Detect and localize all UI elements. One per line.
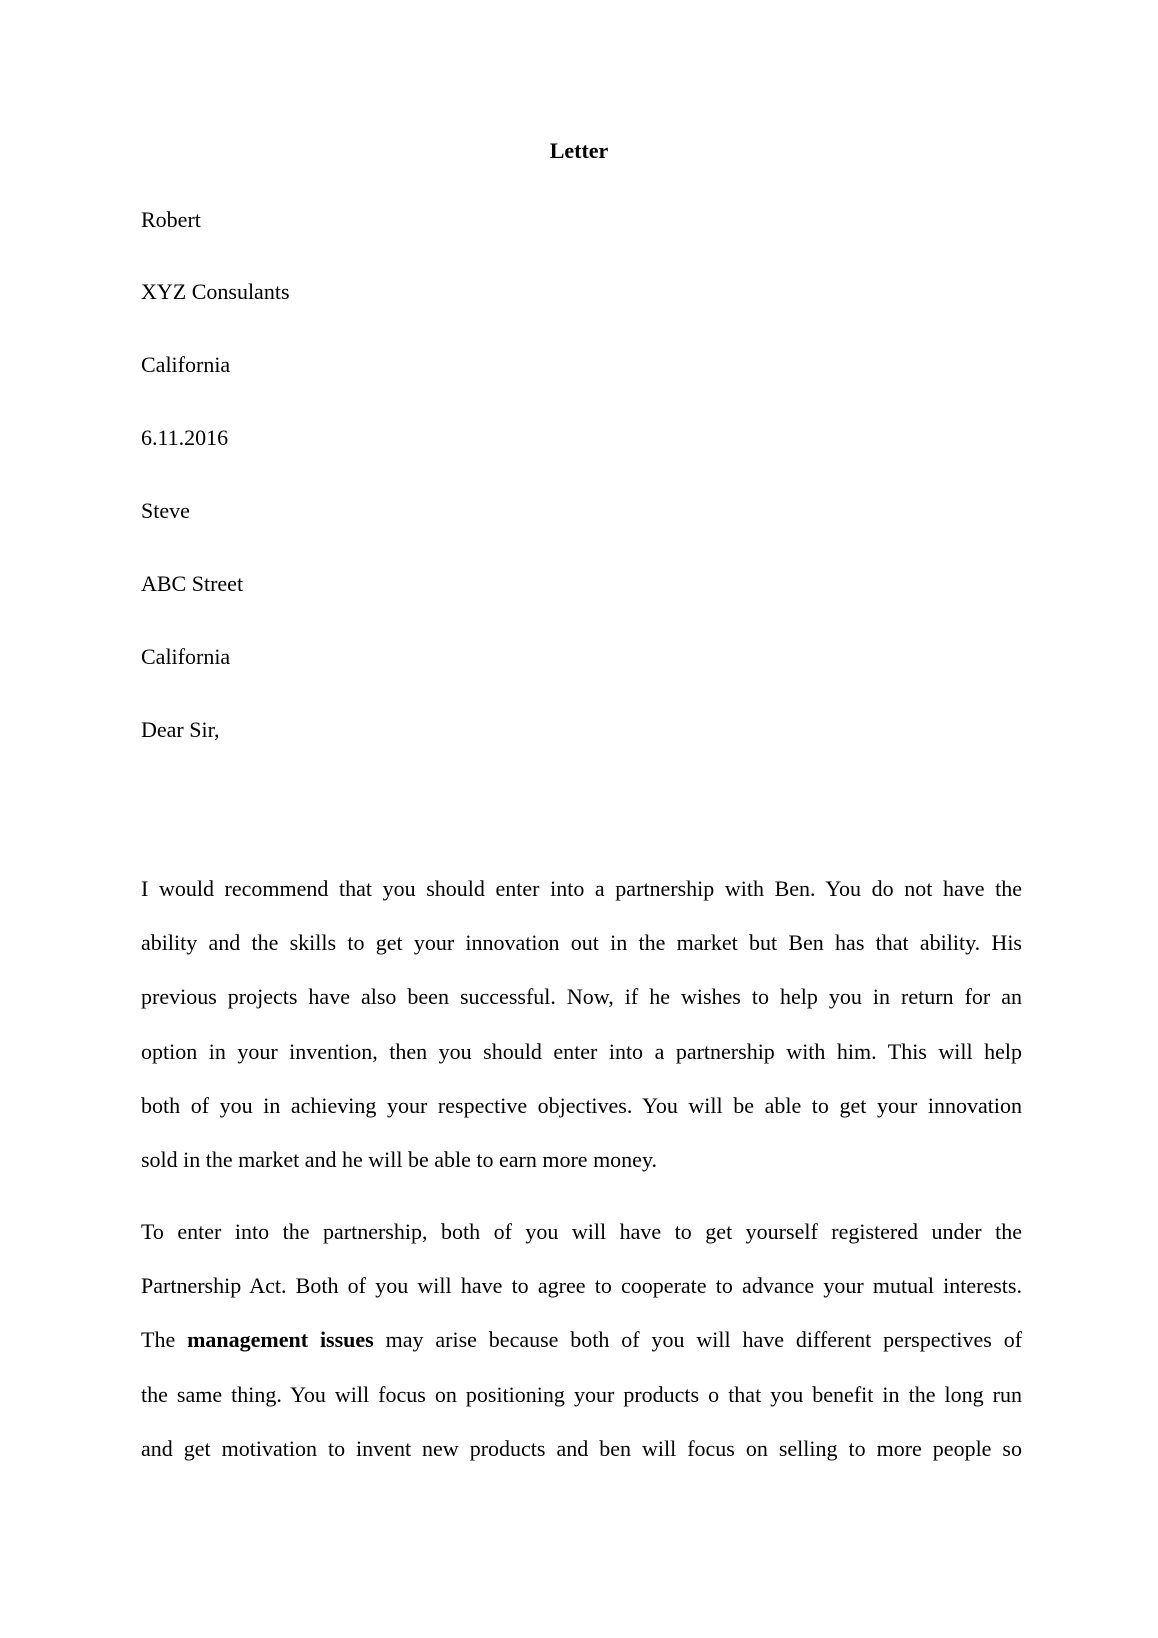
text-segment: may arise because both of you will have different perspectives of (385, 1327, 1023, 1353)
body-paragraph-1 (141, 862, 1022, 1187)
paragraph-line: Partnership Act. Both of you will have to agree to cooperate to advance your mutual interests. (141, 1273, 1022, 1299)
paragraph-line: To enter into the partnership, both of you will have to get yourself registered under the (141, 1219, 1022, 1244)
paragraph-line: ability and the skills to get your innovation out in the market but Ben has that ability. His (141, 930, 1022, 956)
sender-company: XYZ Consulants (141, 279, 290, 304)
paragraph-line: I would recommend that you should enter into a partnership with Ben. You do not have the (141, 876, 1022, 901)
paragraph-line: option in your invention, then you should enter into a partnership with him. This will help (141, 1038, 1022, 1064)
sender-location: California (141, 352, 231, 377)
emphasis-management-issues: management issues (187, 1327, 374, 1353)
paragraph-line: both of you in achieving your respective objectives. You will be able to get your innovation (141, 1092, 1022, 1118)
salutation: Dear Sir, (141, 717, 220, 742)
letter-date: 6.11.2016 (141, 425, 229, 450)
paragraph-line: the same thing. You will focus on positioning your products o that you benefit in the long run (141, 1381, 1022, 1407)
recipient-street: ABC Street (141, 571, 244, 596)
body-paragraph-2 (141, 1205, 1022, 1476)
paragraph-line: sold in the market and he will be able to earn more money. (141, 1147, 658, 1173)
letter-title: Letter (549, 138, 609, 163)
sender-name: Robert (141, 207, 201, 232)
paragraph-line: previous projects have also been successful. Now, if he wishes to help you in return for an (141, 984, 1022, 1010)
recipient-name: Steve (141, 498, 190, 523)
recipient-location: California (141, 644, 231, 669)
paragraph-line: and get motivation to invent new products and ben will focus on selling to more people so (141, 1435, 1022, 1461)
text-segment: The (141, 1327, 176, 1353)
paragraph-line-with-emphasis (141, 1313, 1022, 1367)
